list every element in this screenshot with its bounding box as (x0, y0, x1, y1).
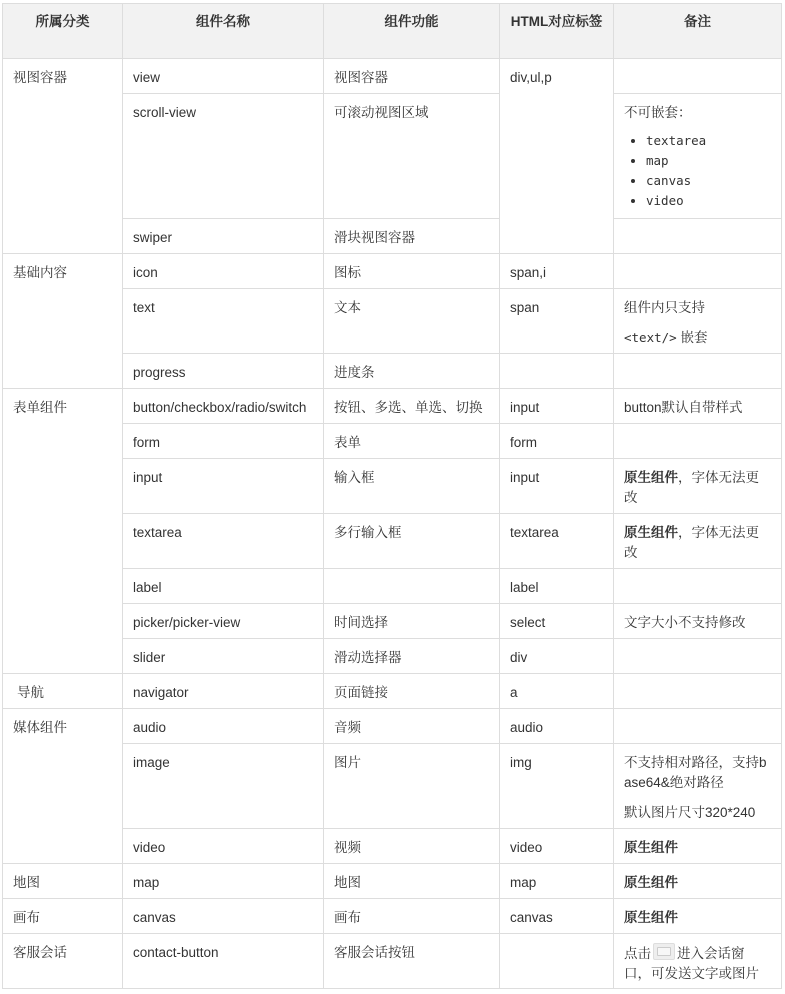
header-html-tag: HTML对应标签 (500, 4, 614, 59)
component-name: map (123, 864, 324, 899)
note-text: 不支持相对路径，支持base64&绝对路径 (624, 755, 767, 790)
component-name: textarea (123, 514, 324, 569)
note-cell: 文字大小不支持修改 (614, 604, 782, 639)
note-cell: 原生组件 (614, 829, 782, 864)
component-function: 音频 (324, 709, 500, 744)
component-function: 客服会话按钮 (324, 934, 500, 989)
note-suffix: 嵌套 (676, 330, 708, 345)
note-text: 组件内只支持 (624, 300, 705, 315)
component-function: 视频 (324, 829, 500, 864)
html-tag: img (500, 744, 614, 829)
table-row (3, 934, 782, 989)
component-name: text (123, 289, 324, 354)
component-function: 可滚动视图区域 (324, 94, 500, 219)
category-cell: 视图容器 (3, 59, 123, 254)
html-tag: span,i (500, 254, 614, 289)
component-name: picker/picker-view (123, 604, 324, 639)
list-item: • textarea (646, 131, 771, 151)
component-name: view (123, 59, 324, 94)
image-placeholder-icon (653, 943, 675, 960)
component-name: label (123, 569, 324, 604)
html-tag: textarea (500, 514, 614, 569)
header-note: 备注 (614, 4, 782, 59)
component-name: navigator (123, 674, 324, 709)
note-cell (614, 569, 782, 604)
component-name: swiper (123, 219, 324, 254)
note-cell (614, 254, 782, 289)
list-item: • map (646, 151, 771, 171)
category-cell: 媒体组件 (3, 709, 123, 864)
component-name: image (123, 744, 324, 829)
component-function: 表单 (324, 424, 500, 459)
component-function: 进度条 (324, 354, 500, 389)
code-inline: <text/> (624, 330, 677, 345)
component-function: 页面链接 (324, 674, 500, 709)
note-cell (614, 674, 782, 709)
note-cell (614, 459, 782, 514)
html-tag: input (500, 459, 614, 514)
note-cell (614, 354, 782, 389)
component-name: form (123, 424, 324, 459)
html-tag: audio (500, 709, 614, 744)
note-text: 默认图片尺寸320*240 (624, 805, 756, 820)
html-tag: canvas (500, 899, 614, 934)
header-category: 所属分类 (3, 4, 123, 59)
html-tag: select (500, 604, 614, 639)
note-text (624, 328, 771, 348)
html-tag (500, 934, 614, 989)
list-item: • canvas (646, 171, 771, 191)
table-row (3, 389, 782, 424)
component-name: icon (123, 254, 324, 289)
note-cell (614, 934, 782, 989)
component-function: 图标 (324, 254, 500, 289)
note-cell: 原生组件 (614, 864, 782, 899)
component-name: scroll-view (123, 94, 324, 219)
table-row (3, 674, 782, 709)
note-after: 进入会话窗口，可发送文字或图片 (624, 946, 759, 981)
table-row (3, 899, 782, 934)
component-table (2, 3, 782, 989)
table-row (3, 709, 782, 744)
header-name: 组件名称 (123, 4, 324, 59)
html-tag: form (500, 424, 614, 459)
note-cell (614, 514, 782, 569)
category-cell: 导航 (3, 674, 123, 709)
html-tag: map (500, 864, 614, 899)
note-cell: 原生组件 (614, 899, 782, 934)
html-tag: input (500, 389, 614, 424)
component-name: canvas (123, 899, 324, 934)
note-title: 不可嵌套： (624, 105, 692, 120)
note-cell (614, 744, 782, 829)
html-tag: div (500, 639, 614, 674)
note-cell (614, 219, 782, 254)
header-function: 组件功能 (324, 4, 500, 59)
table-row (3, 864, 782, 899)
component-name: button/checkbox/radio/switch (123, 389, 324, 424)
html-tag: div,ul,p (500, 59, 614, 254)
html-tag: label (500, 569, 614, 604)
component-function: 地图 (324, 864, 500, 899)
category-cell: 表单组件 (3, 389, 123, 674)
component-function: 图片 (324, 744, 500, 829)
category-cell: 客服会话 (3, 934, 123, 989)
component-function: 画布 (324, 899, 500, 934)
component-function: 文本 (324, 289, 500, 354)
html-tag (500, 354, 614, 389)
note-bold: 原生组件 (624, 470, 678, 485)
note-cell (614, 709, 782, 744)
html-tag: span (500, 289, 614, 354)
table-row (3, 59, 782, 94)
component-name: video (123, 829, 324, 864)
component-function: 输入框 (324, 459, 500, 514)
component-function: 视图容器 (324, 59, 500, 94)
component-name: input (123, 459, 324, 514)
component-function: 滑块视图容器 (324, 219, 500, 254)
note-cell: button默认自带样式 (614, 389, 782, 424)
component-function (324, 569, 500, 604)
component-name: audio (123, 709, 324, 744)
note-cell (614, 424, 782, 459)
component-name: progress (123, 354, 324, 389)
note-cell (614, 289, 782, 354)
component-function: 多行输入框 (324, 514, 500, 569)
category-cell: 画布 (3, 899, 123, 934)
component-function: 按钮、多选、单选、切换 (324, 389, 500, 424)
note-rest: ，字体无法更改 (624, 470, 759, 505)
category-cell: 地图 (3, 864, 123, 899)
html-tag: video (500, 829, 614, 864)
component-function: 时间选择 (324, 604, 500, 639)
note-bold: 原生组件 (624, 525, 678, 540)
component-name: slider (123, 639, 324, 674)
html-tag: a (500, 674, 614, 709)
header-row (3, 4, 782, 59)
note-cell (614, 59, 782, 94)
note-before: 点击 (624, 946, 651, 961)
table-row (3, 254, 782, 289)
component-name: contact-button (123, 934, 324, 989)
nesting-list (624, 131, 771, 211)
component-function: 滑动选择器 (324, 639, 500, 674)
note-cell (614, 94, 782, 219)
list-item: • video (646, 191, 771, 211)
category-cell: 基础内容 (3, 254, 123, 389)
note-rest: ，字体无法更改 (624, 525, 759, 560)
note-cell (614, 639, 782, 674)
